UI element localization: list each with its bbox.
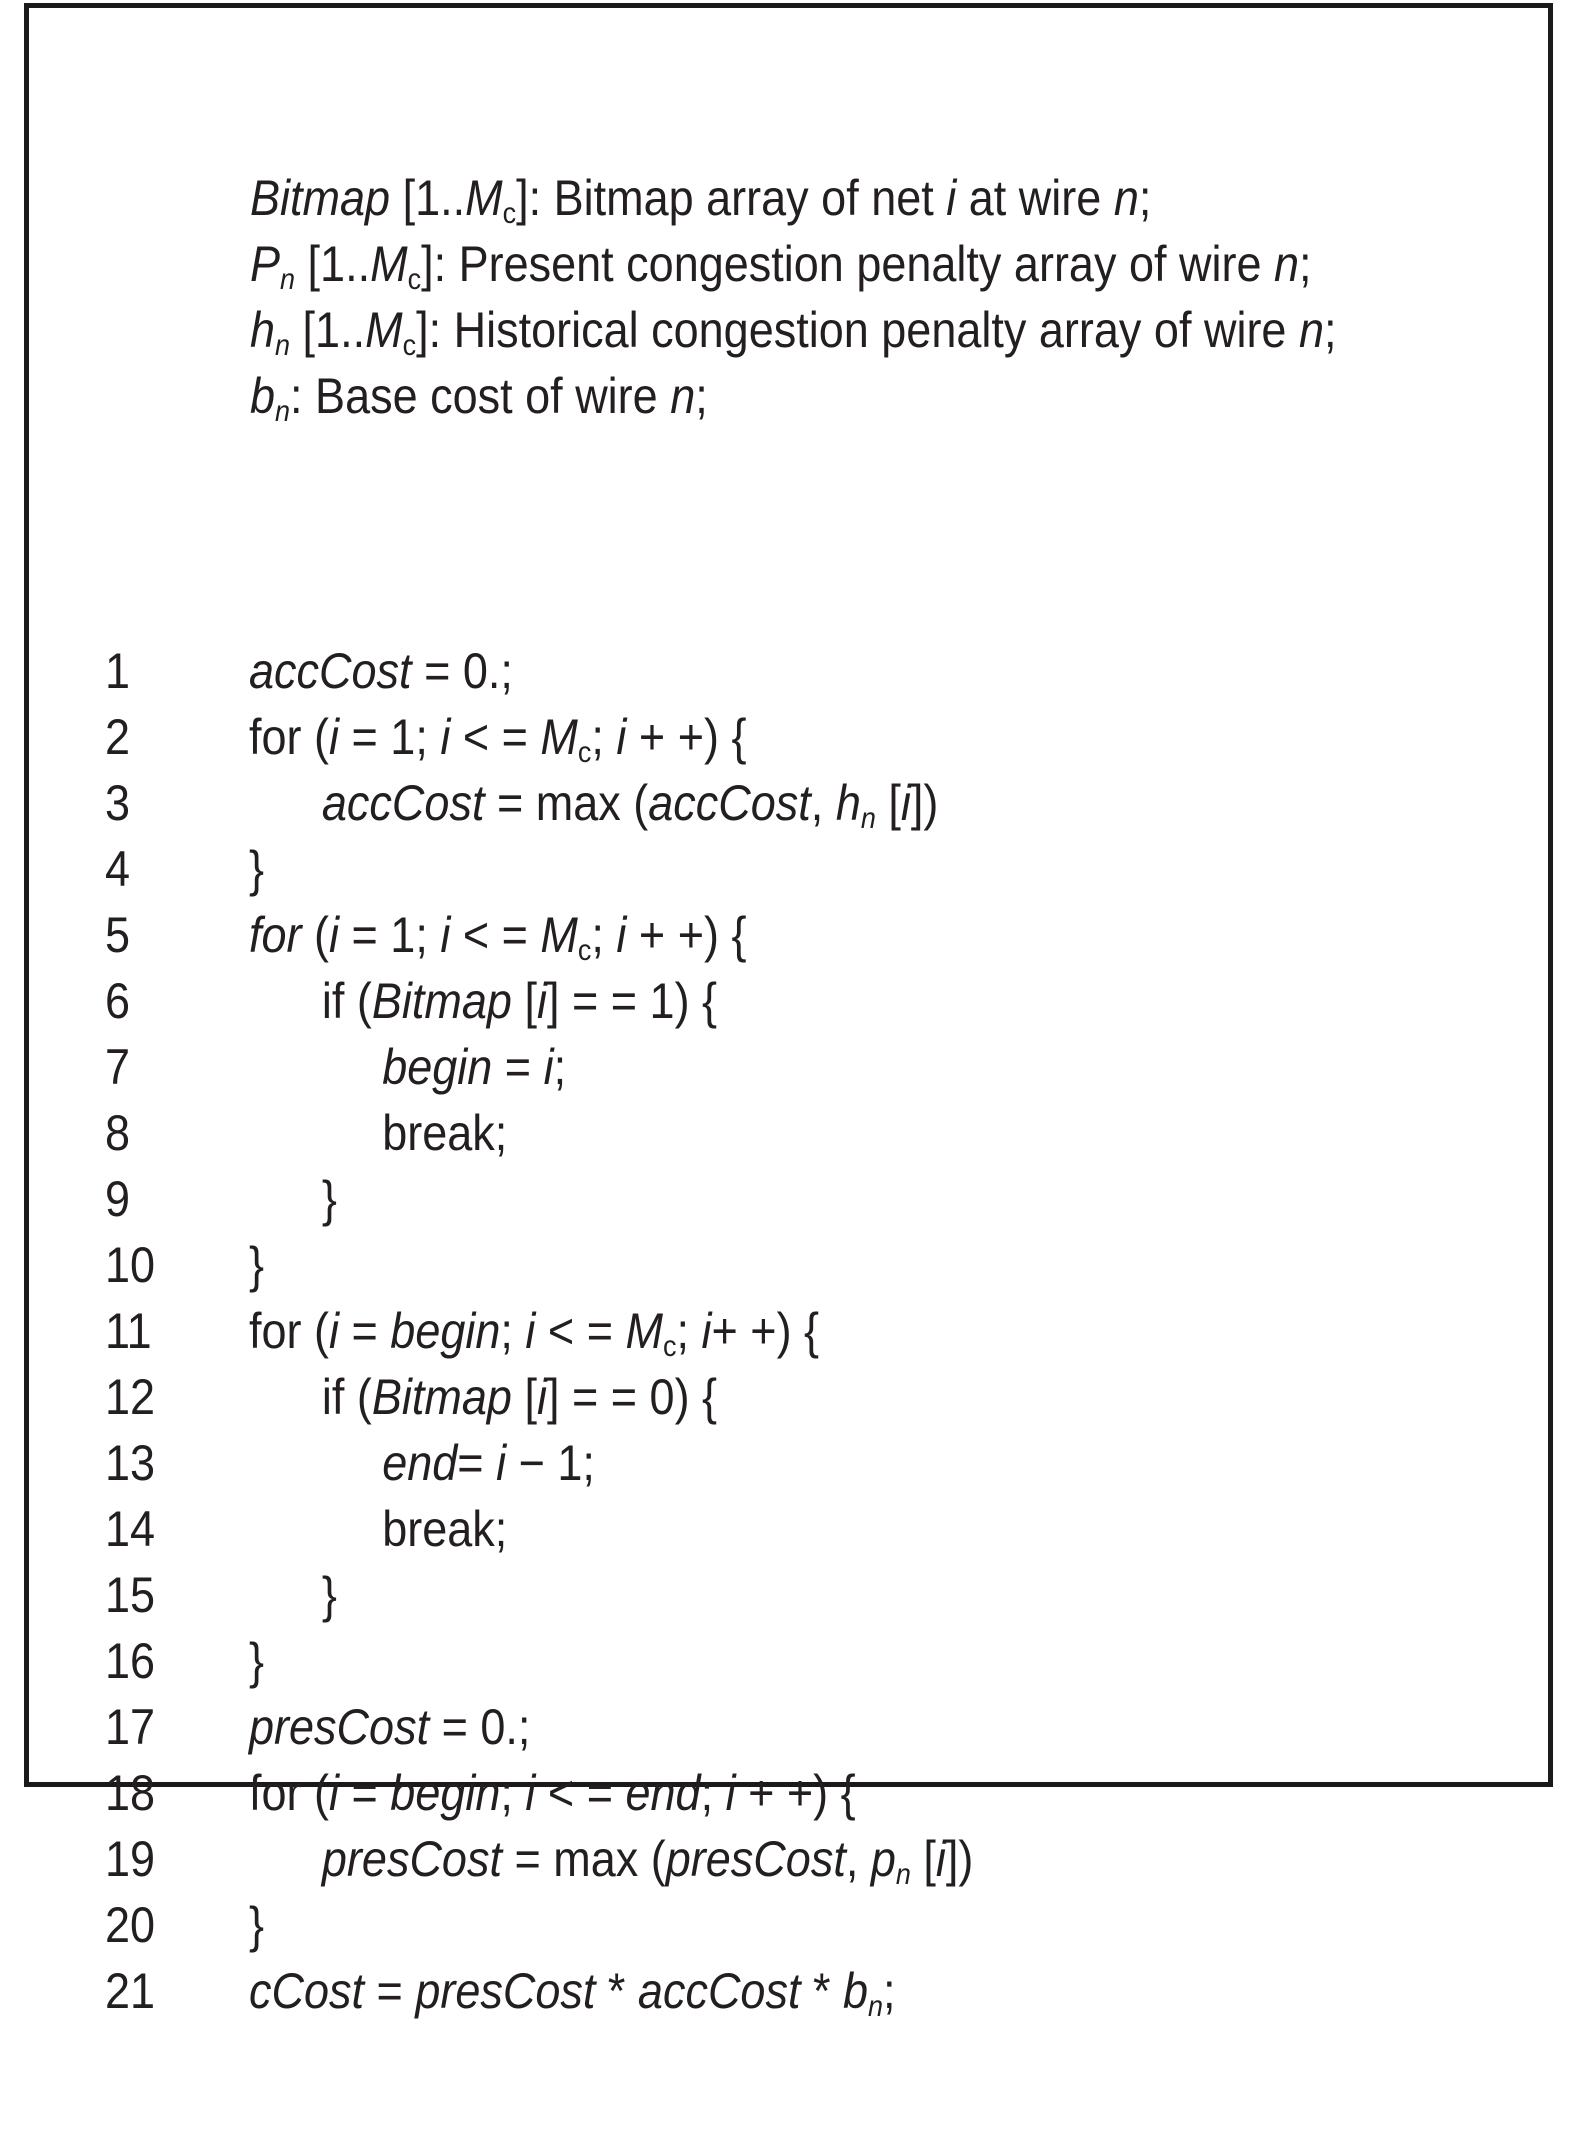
code-line (105, 1034, 1404, 1100)
code-segment: } (321, 1171, 337, 1227)
code-segment: ; (591, 709, 617, 765)
code-segment: M (625, 1303, 663, 1359)
code-segment: i (701, 1303, 712, 1359)
code-segment: ; (676, 1303, 702, 1359)
code-segment: * (800, 1963, 843, 2019)
line-number: 9 (105, 1171, 131, 1227)
code-segment: = 0.; (411, 643, 513, 699)
code-segment: } (249, 841, 265, 897)
code-line (105, 638, 1404, 704)
code-segment: i (440, 907, 451, 963)
code-line (105, 1100, 1404, 1166)
code-line (105, 836, 1404, 902)
code-line (105, 704, 1404, 770)
code-text (249, 1628, 264, 1694)
code-segment: } (321, 1567, 337, 1623)
code-text (249, 836, 264, 902)
code-text (249, 1760, 856, 1826)
code-segment: i (946, 170, 957, 226)
code-segment: presCost (415, 1963, 596, 2019)
code-segment: n (1298, 302, 1324, 358)
code-segment: i (329, 907, 340, 963)
code-segment: h (250, 302, 276, 358)
code-line (105, 1760, 1404, 1826)
code-segment: = 1; (339, 709, 441, 765)
code-segment: h (835, 775, 861, 831)
code-line (105, 1892, 1404, 1958)
line-number: 14 (105, 1501, 156, 1557)
code-segment: ]: Present congestion penalty array of wire (421, 236, 1275, 292)
code-segment: = 1; (339, 907, 441, 963)
code-segment: ; (500, 1303, 526, 1359)
line-number: 17 (105, 1699, 156, 1755)
code-segment: ; (1138, 170, 1152, 226)
code-segment: P (250, 236, 281, 292)
code-segment: b (250, 368, 276, 424)
code-segment: c (577, 735, 592, 769)
code-segment: [1.. (295, 236, 371, 292)
code-segment: accCost (321, 775, 485, 831)
declaration-line (250, 297, 1418, 363)
code-segment: if ( (321, 973, 372, 1029)
code-segment: = (457, 1435, 497, 1491)
code-segment: ; (883, 1963, 896, 2019)
line-number: 10 (105, 1237, 156, 1293)
code-segment: + +) { (711, 1303, 820, 1359)
code-segment: i (329, 1765, 340, 1821)
code-segment: < = (450, 709, 541, 765)
code-line (105, 1562, 1404, 1628)
code-segment: at wire (956, 170, 1114, 226)
code-segment: i (525, 1303, 536, 1359)
code-segment: accCost (249, 643, 412, 699)
code-segment: p (870, 1831, 896, 1887)
code-text (249, 968, 717, 1034)
code-segment: if ( (321, 1369, 372, 1425)
code-segment: Bitmap (371, 973, 512, 1029)
line-number: 21 (105, 1963, 156, 2019)
code-segment: [ (875, 775, 901, 831)
code-segment: = (339, 1765, 391, 1821)
declaration-line (250, 363, 1418, 429)
code-segment: c (502, 196, 517, 230)
line-number: 5 (105, 907, 131, 963)
code-segment: : Base cost of wire (290, 368, 671, 424)
line-number: 8 (105, 1105, 131, 1161)
code-line (105, 1826, 1404, 1892)
code-segment: begin (390, 1303, 501, 1359)
code-text (249, 1694, 530, 1760)
code-segment: for ( (249, 1765, 330, 1821)
code-text (249, 1034, 566, 1100)
line-number: 19 (105, 1831, 156, 1887)
code-segment: ; (500, 1765, 526, 1821)
code-segment: end (382, 1435, 458, 1491)
code-line (105, 1232, 1404, 1298)
code-segment: for ( (249, 709, 330, 765)
code-segment: c (662, 1329, 677, 1363)
code-segment: n (1113, 170, 1139, 226)
code-segment: M (540, 709, 578, 765)
code-segment: [ (910, 1831, 936, 1887)
code-segment: i (496, 1435, 507, 1491)
code-segment: [ (511, 973, 537, 1029)
code-segment: n (1274, 236, 1300, 292)
code-segment: ]) (910, 775, 939, 831)
code-segment: n (280, 262, 296, 296)
code-segment: < = (535, 1303, 626, 1359)
code-line (105, 770, 1404, 836)
code-segment: ]: Bitmap array of net (516, 170, 947, 226)
code-segment: b (843, 1963, 869, 2019)
code-segment: i (900, 775, 911, 831)
line-number: 1 (105, 643, 131, 699)
code-segment: accCost (637, 1963, 801, 2019)
code-text (249, 1100, 507, 1166)
code-segment: n (670, 368, 696, 424)
code-segment: ; (553, 1039, 567, 1095)
code-text (249, 1166, 337, 1232)
code-segment: i (536, 1369, 547, 1425)
code-segment: i (616, 709, 627, 765)
code-segment: presCost (321, 1831, 502, 1887)
code-segment: c (577, 933, 592, 967)
code-text (249, 1496, 507, 1562)
code-text (249, 902, 747, 968)
code-segment: ]: Historical congestion penalty array of wire (416, 302, 1299, 358)
code-segment: M (365, 302, 403, 358)
code-segment: ( (301, 907, 330, 963)
pseudocode-figure (29, 8, 1548, 2156)
code-segment: Bitmap (250, 170, 391, 226)
code-segment: M (370, 236, 408, 292)
code-text (249, 1298, 819, 1364)
code-segment: ; (1323, 302, 1337, 358)
code-segment: ; (591, 907, 617, 963)
code-text (249, 770, 938, 836)
code-segment: ; (700, 1765, 726, 1821)
code-segment: + +) { (626, 907, 747, 963)
code-text (249, 1430, 595, 1496)
code-text (249, 704, 747, 770)
code-segment: , (810, 775, 836, 831)
declaration-line (250, 165, 1418, 231)
code-segment: = (364, 1963, 416, 2019)
line-number: 13 (105, 1435, 156, 1491)
code-text (249, 1364, 717, 1430)
code-segment: i (329, 1303, 340, 1359)
code-segment: cCost (249, 1963, 365, 2019)
declaration-line (250, 231, 1418, 297)
line-number: 11 (105, 1303, 152, 1359)
code-segment: ] = = 0) { (546, 1369, 718, 1425)
code-block (105, 638, 1548, 2024)
code-segment: ; (695, 368, 708, 424)
code-segment: begin (390, 1765, 501, 1821)
code-text (249, 1232, 264, 1298)
code-segment: + +) { (735, 1765, 856, 1821)
code-line (105, 1298, 1404, 1364)
code-line (105, 1496, 1404, 1562)
code-segment: n (275, 394, 291, 428)
code-segment: [1.. (290, 302, 366, 358)
line-number: 12 (105, 1369, 156, 1425)
code-text (249, 1562, 337, 1628)
code-segment: , (845, 1831, 871, 1887)
code-segment: presCost (249, 1699, 430, 1755)
code-segment: i (536, 973, 547, 1029)
code-segment: n (860, 801, 876, 835)
declarations-block (250, 165, 1548, 429)
code-segment: for ( (249, 1303, 330, 1359)
code-text (249, 1826, 973, 1892)
code-segment: begin (382, 1039, 493, 1095)
code-line (105, 1694, 1404, 1760)
code-segment: end (625, 1765, 701, 1821)
line-number: 7 (105, 1039, 131, 1095)
code-segment: M (465, 170, 503, 226)
code-segment: ; (1299, 236, 1312, 292)
line-number: 6 (105, 973, 131, 1029)
code-segment: [1.. (390, 170, 466, 226)
code-line (105, 1628, 1404, 1694)
code-segment: = max ( (501, 1831, 666, 1887)
line-number: 4 (105, 841, 131, 897)
code-segment: = max ( (484, 775, 649, 831)
code-segment: + +) { (626, 709, 747, 765)
code-segment: presCost (665, 1831, 846, 1887)
line-number: 2 (105, 709, 131, 765)
code-line (105, 1166, 1404, 1232)
code-line (105, 1430, 1404, 1496)
line-number: 20 (105, 1897, 156, 1953)
code-segment: < = (535, 1765, 626, 1821)
code-segment: i (935, 1831, 946, 1887)
code-line (105, 902, 1404, 968)
code-segment: n (275, 328, 291, 362)
code-segment: i (525, 1765, 536, 1821)
code-line (105, 1958, 1404, 2024)
code-segment: M (540, 907, 578, 963)
code-segment: [ (511, 1369, 537, 1425)
line-number: 3 (105, 775, 131, 831)
code-text (249, 1892, 264, 1958)
code-line (105, 1364, 1404, 1430)
code-line (105, 968, 1404, 1034)
line-number: 18 (105, 1765, 156, 1821)
code-segment: break; (382, 1501, 508, 1557)
code-segment: for (249, 907, 302, 963)
code-segment: } (249, 1897, 265, 1953)
code-segment: n (868, 1989, 884, 2023)
line-number: 16 (105, 1633, 156, 1689)
figure-frame (24, 3, 1553, 2023)
code-segment: i (725, 1765, 736, 1821)
code-segment: Bitmap (371, 1369, 512, 1425)
code-segment: } (249, 1633, 265, 1689)
code-segment: = (492, 1039, 544, 1095)
code-segment: ]) (945, 1831, 974, 1887)
code-segment: − 1; (506, 1435, 595, 1491)
code-segment: = 0.; (429, 1699, 531, 1755)
code-text (249, 638, 513, 704)
code-segment: accCost (648, 775, 811, 831)
code-segment: * (595, 1963, 638, 2019)
code-segment: } (249, 1237, 265, 1293)
code-segment: n (895, 1857, 911, 1891)
code-segment: i (329, 709, 340, 765)
code-segment: ] = = 1) { (546, 973, 718, 1029)
line-number: 15 (105, 1567, 156, 1623)
code-segment: i (440, 709, 451, 765)
code-segment: i (543, 1039, 554, 1095)
code-segment: = (339, 1303, 391, 1359)
code-segment: c (402, 328, 417, 362)
code-segment: < = (450, 907, 541, 963)
code-segment: break; (382, 1105, 508, 1161)
code-text (249, 1958, 896, 2024)
code-segment: i (616, 907, 627, 963)
code-segment: c (407, 262, 422, 296)
